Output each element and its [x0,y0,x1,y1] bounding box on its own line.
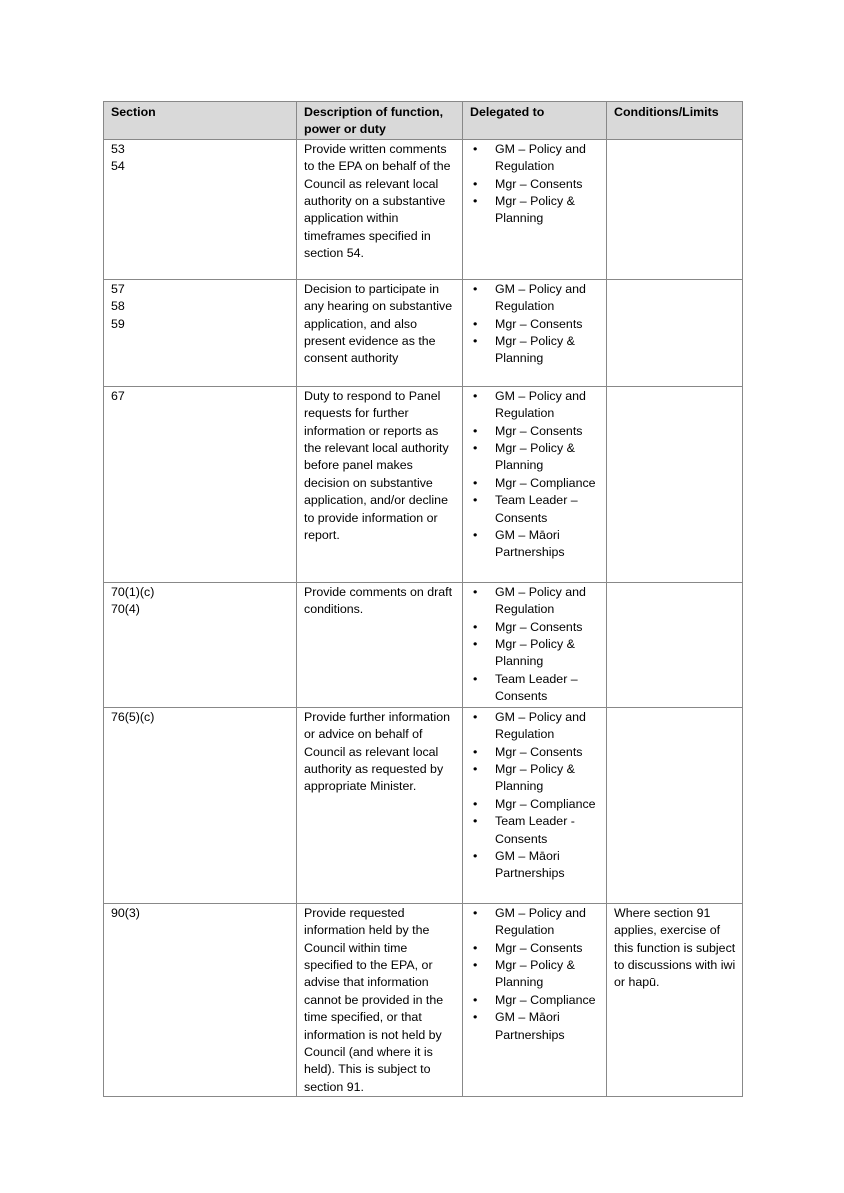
section-cell [104,903,297,1096]
header-section: Section [104,102,297,140]
delegate-item: • GM – Policy and Regulation [470,584,600,619]
delegate-item: • GM – Policy and Regulation [470,281,600,316]
delegate-item: • GM – Policy and Regulation [470,141,600,176]
section-number: 54 [111,159,125,174]
delegate-item: • Team Leader - Consents [470,813,600,848]
header-description: Description of function, power or duty [297,102,463,140]
delegate-item: • GM – Policy and Regulation [470,905,600,940]
table-row [104,386,743,582]
description-cell: Provide comments on draft conditions. [297,582,463,707]
conditions-cell [607,386,743,582]
table-body [104,139,743,1096]
table-row [104,707,743,903]
delegate-list [470,584,600,706]
delegate-list [470,141,600,228]
description-cell: Duty to respond to Panel requests for further information or reports as the relevant local authority before panel makes decision on substantive application, and/or decline to provide information or report. [297,386,463,582]
header-delegated-to: Delegated to [463,102,607,140]
delegations-table [103,101,743,1097]
section-cell [104,707,297,903]
table-row [104,582,743,707]
table-row [104,139,743,279]
delegate-list [470,388,600,562]
delegate-item: • Mgr – Compliance [470,475,600,492]
section-number: 58 [111,299,125,314]
delegated-to-cell [463,582,607,707]
section-number: 67 [111,388,125,403]
delegate-list [470,709,600,883]
section-number: 76(5)(c) [111,709,155,724]
delegate-item: • Mgr – Compliance [470,796,600,813]
section-cell [104,582,297,707]
delegate-item: • Mgr – Policy & Planning [470,193,600,228]
delegate-item: • GM – Māori Partnerships [470,1009,600,1044]
table-row [104,279,743,386]
conditions-cell [607,707,743,903]
delegate-list [470,281,600,368]
conditions-cell: Where section 91 applies, exercise of this function is subject to discussions with iwi or hapū. [607,903,743,1096]
description-cell: Provide requested information held by the Council within time specified to the EPA, or advise that information cannot be provided in the time specified, or that information is not held by Council (and where it is held). This is subject to section 91. [297,903,463,1096]
delegate-item: • Mgr – Compliance [470,992,600,1009]
header-row [104,102,743,140]
delegate-item: • Mgr – Consents [470,940,600,957]
delegate-item: • GM – Policy and Regulation [470,388,600,423]
section-cell [104,279,297,386]
header-conditions: Conditions/Limits [607,102,743,140]
delegate-item: • Team Leader – Consents [470,671,600,706]
delegate-item: • Team Leader – Consents [470,492,600,527]
delegate-item: • GM – Māori Partnerships [470,527,600,562]
table-row [104,903,743,1096]
delegate-item: • Mgr – Consents [470,176,600,193]
delegate-item: • Mgr – Policy & Planning [470,957,600,992]
delegate-item: • Mgr – Policy & Planning [470,636,600,671]
delegated-to-cell [463,386,607,582]
section-number: 90(3) [111,905,140,920]
delegated-to-cell [463,903,607,1096]
section-number: 57 [111,281,125,296]
delegated-to-cell [463,139,607,279]
table-header [104,102,743,140]
delegated-to-cell [463,279,607,386]
description-cell: Decision to participate in any hearing on substantive application, and also present evidence as the consent authority [297,279,463,386]
section-number: 70(4) [111,602,140,617]
delegate-list [470,905,600,1044]
delegate-item: • GM – Policy and Regulation [470,709,600,744]
conditions-cell [607,582,743,707]
delegate-item: • Mgr – Policy & Planning [470,761,600,796]
delegate-item: • Mgr – Policy & Planning [470,440,600,475]
delegate-item: • Mgr – Consents [470,316,600,333]
section-cell [104,386,297,582]
description-cell: Provide written comments to the EPA on behalf of the Council as relevant local authority on a substantive application within timeframes specified in section 54. [297,139,463,279]
section-cell [104,139,297,279]
conditions-cell [607,139,743,279]
section-number: 70(1)(c) [111,584,155,599]
delegate-item: • Mgr – Consents [470,423,600,440]
conditions-cell [607,279,743,386]
delegate-item: • Mgr – Consents [470,744,600,761]
delegate-item: • GM – Māori Partnerships [470,848,600,883]
description-cell: Provide further information or advice on behalf of Council as relevant local authority as requested by appropriate Minister. [297,707,463,903]
delegate-item: • Mgr – Policy & Planning [470,333,600,368]
delegate-item: • Mgr – Consents [470,619,600,636]
section-number: 53 [111,141,125,156]
delegated-to-cell [463,707,607,903]
section-number: 59 [111,316,125,331]
